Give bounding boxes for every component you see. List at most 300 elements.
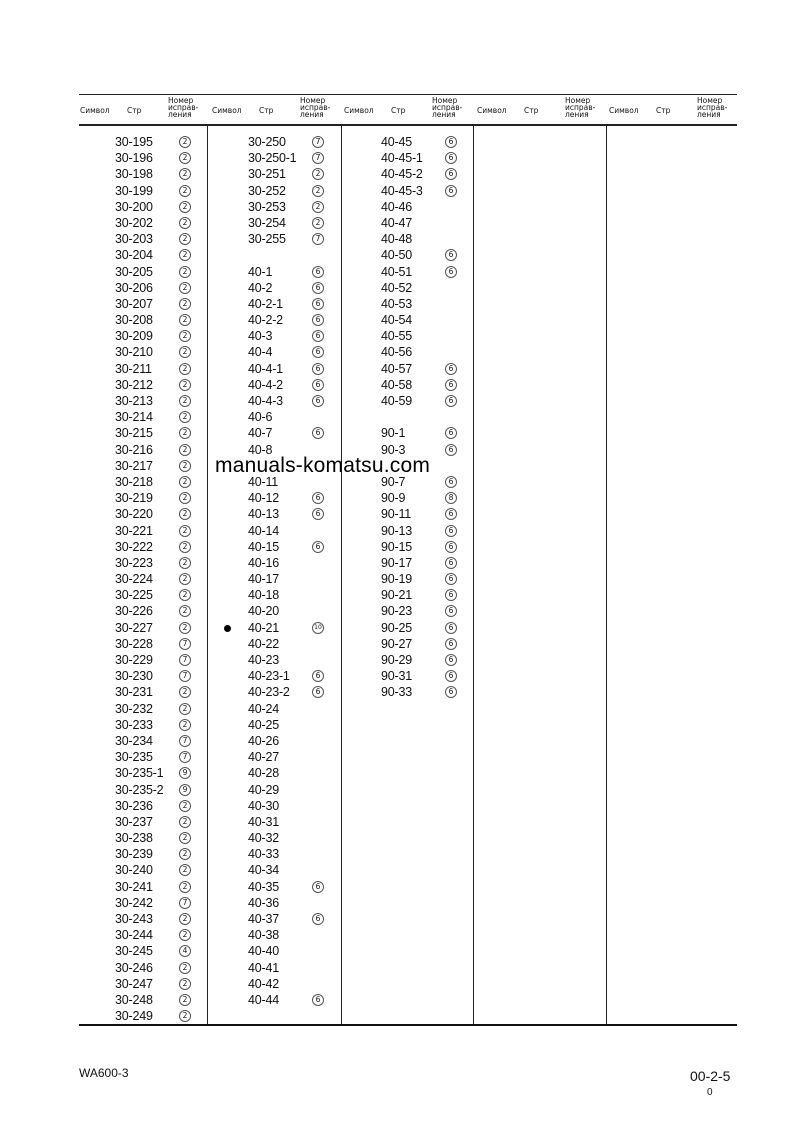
table-row	[212, 329, 342, 345]
table-row	[212, 734, 342, 750]
revision-number-circle: 6	[312, 427, 324, 439]
revision-number-circle: 6	[312, 282, 324, 294]
page-number: 30-249	[115, 1009, 153, 1024]
page-number: 30-202	[115, 215, 153, 230]
page-number: 90-7	[381, 474, 406, 489]
table-row	[79, 200, 209, 216]
table-row	[79, 847, 209, 863]
revision-number-circle: 2	[179, 557, 191, 569]
page-number: 40-4-1	[248, 361, 283, 376]
revision-number-circle: 6	[312, 330, 324, 342]
page-number: 30-217	[115, 458, 153, 473]
table-row	[212, 637, 342, 653]
revision-number-circle: 7	[179, 654, 191, 666]
revision-number-circle: 2	[179, 136, 191, 148]
header-revision: Номер исправ- ления	[565, 96, 596, 119]
revision-number-circle: 2	[179, 314, 191, 326]
table-row	[79, 928, 209, 944]
page-number: 30-240	[115, 863, 153, 878]
revision-number-circle: 6	[445, 168, 457, 180]
table-row	[212, 524, 342, 540]
revision-number-circle: 6	[445, 249, 457, 261]
page-number: 40-12	[248, 491, 279, 506]
table-row	[212, 281, 342, 297]
page-number: 90-25	[381, 620, 412, 635]
table-row	[79, 443, 209, 459]
table-row	[345, 232, 475, 248]
table-row	[345, 345, 475, 361]
revision-number-circle: 2	[312, 185, 324, 197]
table-row	[79, 216, 209, 232]
page-number: 40-23-2	[248, 685, 290, 700]
page-number: 90-31	[381, 669, 412, 684]
page-number: 40-24	[248, 701, 279, 716]
page-number: 30-254	[248, 215, 286, 230]
table-row	[345, 184, 475, 200]
page-number: 40-46	[381, 199, 412, 214]
revision-number-circle: 2	[179, 864, 191, 876]
table-row	[345, 556, 475, 572]
page-number: 90-9	[381, 491, 406, 506]
page-number: 40-38	[248, 928, 279, 943]
table-row	[212, 750, 342, 766]
page-number: 30-250	[248, 135, 286, 149]
table-row	[212, 200, 342, 216]
page-number: 40-20	[248, 604, 279, 619]
table-row	[79, 362, 209, 378]
revision-number-circle: 6	[445, 605, 457, 617]
table-row	[212, 151, 342, 167]
revision-number-circle: 6	[445, 654, 457, 666]
footer-model: WA600-3	[79, 1066, 129, 1080]
table-row	[212, 783, 342, 799]
page-number: 40-47	[381, 215, 412, 230]
revision-number-circle: 2	[179, 622, 191, 634]
revision-number-circle: 7	[312, 233, 324, 245]
page-number: 30-229	[115, 653, 153, 667]
table-row	[212, 362, 342, 378]
page-number: 30-213	[115, 394, 153, 408]
table-row	[345, 653, 475, 669]
table-row	[79, 572, 209, 588]
table-row	[212, 378, 342, 394]
page-number: 40-21	[248, 620, 279, 635]
revision-number-circle: 6	[445, 638, 457, 650]
column-divider	[606, 126, 607, 1026]
revision-number-circle: 2	[179, 541, 191, 553]
revision-number-circle: 2	[179, 217, 191, 229]
revision-number-circle: 9	[179, 767, 191, 779]
table-row	[345, 297, 475, 313]
revision-number-circle: 2	[179, 589, 191, 601]
watermark-text: manuals-komatsu.com	[215, 454, 431, 477]
page-number: 30-223	[115, 555, 153, 570]
table-row	[79, 540, 209, 556]
table-row	[212, 556, 342, 572]
revision-number-circle: 9	[179, 784, 191, 796]
page-number: 30-198	[115, 167, 153, 182]
table-row	[345, 685, 475, 701]
header-page: Стр	[524, 106, 539, 115]
page-number: 30-246	[115, 960, 153, 975]
page-number: 40-23-1	[248, 669, 290, 684]
revision-number-circle: 2	[179, 460, 191, 472]
table-row	[345, 167, 475, 183]
page-number: 30-210	[115, 345, 153, 360]
table-row	[79, 329, 209, 345]
page-number: 90-29	[381, 653, 412, 667]
table-bottom-rule	[79, 1024, 737, 1026]
revision-number-circle: 6	[445, 525, 457, 537]
revision-number-circle: 6	[445, 152, 457, 164]
table-row	[79, 232, 209, 248]
revision-number-circle: 2	[179, 476, 191, 488]
page-number: 40-30	[248, 798, 279, 813]
page-number: 30-241	[115, 879, 153, 894]
table-row	[212, 135, 342, 151]
revision-number-circle: 6	[445, 476, 457, 488]
revision-number-circle: 2	[179, 363, 191, 375]
page-number: 40-7	[248, 426, 273, 441]
table-row	[79, 297, 209, 313]
table-row	[212, 394, 342, 410]
page-number: 40-52	[381, 280, 412, 295]
table-row	[79, 345, 209, 361]
table-row	[212, 928, 342, 944]
revision-number-circle: 7	[179, 670, 191, 682]
page-number: 40-3	[248, 329, 273, 344]
header-group-3	[343, 96, 476, 124]
table-row	[345, 216, 475, 232]
table-row	[212, 896, 342, 912]
header-revision: Номер исправ- ления	[168, 96, 199, 119]
revision-number-circle: 6	[445, 363, 457, 375]
table-row	[79, 378, 209, 394]
revision-number-circle: 2	[179, 800, 191, 812]
page-number: 90-27	[381, 636, 412, 651]
revision-number-circle: 6	[445, 622, 457, 634]
revision-number-circle: 2	[179, 152, 191, 164]
page-number: 30-199	[115, 183, 153, 198]
table-row	[212, 993, 342, 1009]
table-row	[79, 491, 209, 507]
table-row	[345, 621, 475, 637]
page-number: 40-26	[248, 733, 279, 748]
entries-column-2	[212, 135, 342, 1009]
page-number: 30-215	[115, 426, 153, 441]
table-row	[212, 313, 342, 329]
page-number: 30-232	[115, 701, 153, 716]
page-number: 40-28	[248, 766, 279, 781]
revision-number-circle: 7	[179, 735, 191, 747]
page-number: 90-1	[381, 426, 406, 441]
table-row	[212, 345, 342, 361]
table-row	[79, 961, 209, 977]
table-row	[79, 151, 209, 167]
table-row	[79, 184, 209, 200]
table-row	[212, 410, 342, 426]
table-row	[212, 863, 342, 879]
revision-number-circle: 2	[179, 346, 191, 358]
table-row	[79, 831, 209, 847]
header-group-5	[608, 96, 741, 124]
header-revision: Номер исправ- ления	[432, 96, 463, 119]
table-row	[345, 572, 475, 588]
page-number: 30-219	[115, 491, 153, 506]
page-number: 30-221	[115, 523, 153, 538]
page-number: 40-36	[248, 895, 279, 910]
page-number: 40-15	[248, 539, 279, 554]
page-number: 40-4-3	[248, 394, 283, 408]
page-number: 40-14	[248, 523, 279, 538]
page-number: 40-41	[248, 960, 279, 975]
table-row	[79, 766, 209, 782]
table-row	[345, 313, 475, 329]
revision-number-circle: 6	[312, 881, 324, 893]
table-row	[345, 491, 475, 507]
page-number: 30-238	[115, 831, 153, 846]
page-number: 40-45-2	[381, 167, 423, 182]
page-number: 30-245	[115, 944, 153, 959]
page-number: 30-209	[115, 329, 153, 344]
footer-page-number: 00-2-5	[690, 1068, 731, 1084]
revision-number-circle: 6	[312, 492, 324, 504]
page-number: 40-45-1	[381, 151, 423, 166]
page-number: 30-243	[115, 912, 153, 926]
table-row	[79, 410, 209, 426]
revision-number-circle: 2	[179, 848, 191, 860]
table-row	[79, 135, 209, 151]
page-number: 30-227	[115, 620, 153, 635]
revision-number-circle: 6	[445, 379, 457, 391]
revision-number-circle: 7	[179, 751, 191, 763]
page-number: 30-204	[115, 248, 153, 263]
table-row	[212, 216, 342, 232]
table-row	[79, 896, 209, 912]
page-number: 40-40	[248, 944, 279, 959]
table-row	[345, 265, 475, 281]
page-number: 30-206	[115, 280, 153, 295]
revision-number-circle: 6	[445, 508, 457, 520]
page-number: 30-251	[248, 167, 286, 182]
table-row	[79, 750, 209, 766]
page-number: 40-32	[248, 831, 279, 846]
table-row	[345, 151, 475, 167]
table-row	[212, 766, 342, 782]
revision-number-circle: 6	[445, 185, 457, 197]
table-row	[79, 944, 209, 960]
table-row	[79, 718, 209, 734]
revision-number-circle: 2	[179, 978, 191, 990]
table-row	[345, 378, 475, 394]
page-number: 40-57	[381, 361, 412, 376]
revision-number-circle: 10	[312, 622, 324, 634]
page-number: 30-212	[115, 377, 153, 392]
page-number: 30-225	[115, 588, 153, 603]
table-row	[345, 507, 475, 523]
table-row	[212, 507, 342, 523]
page-number: 40-56	[381, 345, 412, 360]
revision-number-circle: 7	[179, 897, 191, 909]
page-number: 30-248	[115, 992, 153, 1007]
revision-number-circle: 2	[179, 249, 191, 261]
page-number: 40-2-1	[248, 296, 283, 311]
page-number: 40-8	[248, 442, 273, 457]
page-number: 30-237	[115, 814, 153, 829]
revision-number-circle: 2	[179, 525, 191, 537]
table-row	[212, 880, 342, 896]
header-group-2	[211, 96, 344, 124]
page-number: 30-252	[248, 183, 286, 198]
revision-number-circle: 6	[312, 508, 324, 520]
table-row	[212, 167, 342, 183]
table-row	[212, 426, 342, 442]
page-number: 30-228	[115, 636, 153, 651]
page-number: 90-21	[381, 588, 412, 603]
page-number: 40-53	[381, 296, 412, 311]
table-row	[79, 248, 209, 264]
header-group-1	[79, 96, 212, 124]
page-number: 40-33	[248, 847, 279, 862]
page-number: 40-4-2	[248, 377, 283, 392]
page-number: 30-253	[248, 199, 286, 214]
revision-number-circle: 6	[312, 686, 324, 698]
revision-number-circle: 2	[179, 686, 191, 698]
page-number: 40-31	[248, 814, 279, 829]
table-row	[79, 993, 209, 1009]
page-number: 30-218	[115, 474, 153, 489]
revision-number-circle: 6	[312, 395, 324, 407]
page-number: 30-247	[115, 976, 153, 991]
table-row	[79, 669, 209, 685]
page-number: 90-17	[381, 555, 412, 570]
revision-number-circle: 7	[312, 136, 324, 148]
revision-number-circle: 7	[179, 638, 191, 650]
table-row	[79, 265, 209, 281]
table-row	[212, 799, 342, 815]
page-number: 30-235-1	[115, 766, 164, 781]
table-row	[345, 281, 475, 297]
revision-number-circle: 2	[179, 508, 191, 520]
page-number: 30-205	[115, 264, 153, 279]
revision-number-circle: 2	[179, 994, 191, 1006]
table-row	[345, 604, 475, 620]
header-page: Стр	[656, 106, 671, 115]
revision-number-circle: 2	[312, 217, 324, 229]
revision-number-circle: 2	[179, 703, 191, 715]
table-row	[212, 491, 342, 507]
table-row	[212, 977, 342, 993]
page-number: 90-33	[381, 685, 412, 700]
table-row	[212, 669, 342, 685]
table-row	[79, 1009, 209, 1025]
table-row	[212, 718, 342, 734]
table-row	[212, 815, 342, 831]
page-number: 40-16	[248, 555, 279, 570]
table-row	[79, 604, 209, 620]
page-number: 30-230	[115, 669, 153, 684]
page-number: 30-211	[115, 361, 152, 376]
header-page: Стр	[391, 106, 406, 115]
page-number: 40-27	[248, 750, 279, 765]
table-row	[79, 977, 209, 993]
revision-number-circle: 4	[179, 945, 191, 957]
revision-number-circle: 6	[312, 266, 324, 278]
table-row	[79, 734, 209, 750]
page-number: 40-18	[248, 588, 279, 603]
revision-number-circle: 2	[179, 298, 191, 310]
revision-number-circle: 6	[312, 346, 324, 358]
revision-number-circle: 2	[179, 832, 191, 844]
page-number: 30-250-1	[248, 151, 297, 166]
table-row	[79, 524, 209, 540]
page-number: 40-50	[381, 248, 412, 263]
header-revision: Номер исправ- ления	[300, 96, 331, 119]
table-row	[212, 248, 342, 264]
table-row	[79, 167, 209, 183]
page-number: 30-236	[115, 798, 153, 813]
page-number: 30-235-2	[115, 782, 164, 797]
table-row	[212, 604, 342, 620]
revision-number-circle: 2	[179, 411, 191, 423]
revision-number-circle: 6	[445, 395, 457, 407]
revision-number-circle: 7	[312, 152, 324, 164]
entries-column-1	[79, 135, 209, 1025]
footer-sub-number: 0	[707, 1087, 713, 1098]
table-row	[79, 475, 209, 491]
table-row	[79, 394, 209, 410]
table-row	[79, 556, 209, 572]
revision-number-circle: 2	[179, 816, 191, 828]
page-number: 30-255	[248, 232, 286, 247]
revision-number-circle: 2	[179, 573, 191, 585]
revision-number-circle: 6	[445, 266, 457, 278]
revision-number-circle: 2	[179, 330, 191, 342]
header-symbol: Символ	[477, 106, 507, 115]
revision-number-circle: 2	[179, 395, 191, 407]
page-number: 40-6	[248, 410, 273, 425]
revision-number-circle: 2	[179, 881, 191, 893]
table-row	[212, 265, 342, 281]
table-row	[212, 184, 342, 200]
page-number: 90-23	[381, 604, 412, 619]
table-row	[212, 572, 342, 588]
revision-number-circle: 6	[312, 298, 324, 310]
revision-number-circle: 6	[445, 444, 457, 456]
revision-number-circle: 6	[312, 541, 324, 553]
table-row	[79, 588, 209, 604]
page-number: 30-226	[115, 604, 153, 619]
revision-number-circle: 2	[179, 201, 191, 213]
table-row	[79, 426, 209, 442]
table-row	[79, 783, 209, 799]
page-number: 40-51	[381, 264, 412, 279]
revision-number-circle: 2	[179, 444, 191, 456]
table-row	[212, 961, 342, 977]
page-number: 40-13	[248, 507, 279, 522]
page-number: 90-19	[381, 572, 412, 587]
revision-number-circle: 6	[445, 136, 457, 148]
page-number: 40-54	[381, 313, 412, 328]
table-row	[212, 847, 342, 863]
table-row	[79, 281, 209, 297]
table-row	[212, 702, 342, 718]
table-row	[345, 248, 475, 264]
page-number: 40-23	[248, 653, 279, 667]
page-number: 30-216	[115, 442, 153, 457]
page-number: 40-48	[381, 232, 412, 247]
table-row	[79, 459, 209, 475]
